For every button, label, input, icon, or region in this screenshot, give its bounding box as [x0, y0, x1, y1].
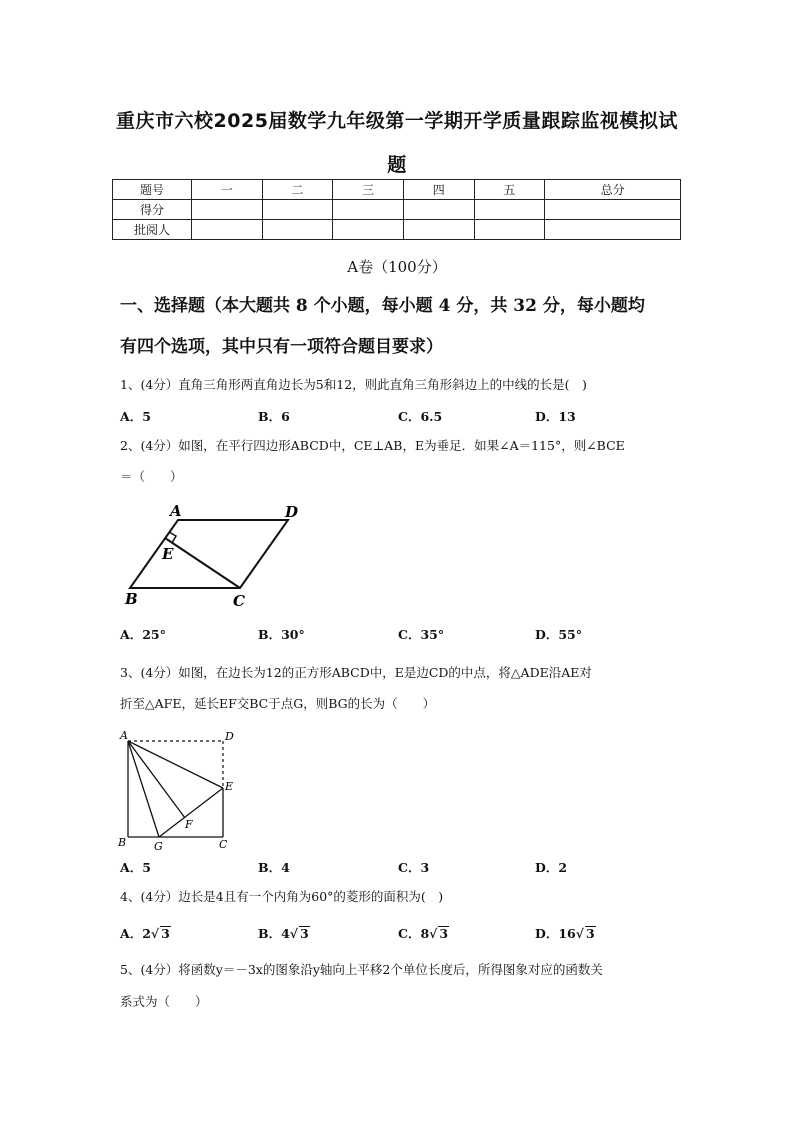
table-cell[interactable] — [545, 220, 681, 240]
q2-option-d[interactable]: D．55° — [535, 627, 582, 642]
label-a: A — [120, 729, 128, 742]
table-cell: 四 — [403, 180, 474, 200]
table-cell[interactable] — [403, 220, 474, 240]
q4-option-a[interactable] — [120, 924, 171, 942]
sqrt-icon: √ — [575, 926, 584, 941]
label-c: C — [219, 838, 228, 851]
table-cell: 五 — [474, 180, 545, 200]
q4-option-a-coef: A．2 — [120, 926, 151, 941]
segment-af — [128, 741, 185, 818]
table-cell: 一 — [192, 180, 263, 200]
exam-title-line1: 重庆市六校2025届数学九年级第一学期开学质量跟踪监视模拟试 — [116, 110, 678, 132]
q2-option-a[interactable]: A．25° — [120, 627, 166, 642]
question-3-text-line2: 折至△AFE，延长EF交BC于点G，则BG的长为（ ） — [120, 696, 436, 711]
label-a: A — [170, 502, 182, 520]
q1-option-d[interactable]: D．13 — [535, 409, 576, 424]
question-3-text-line1: 3、(4分）如图，在边长为12的正方形ABCD中，E是边CD的中点，将△ADE沿AE对 — [120, 665, 592, 680]
table-cell[interactable] — [262, 200, 333, 220]
q4-option-b[interactable] — [258, 924, 310, 942]
question-4-text: 4、(4分）边长是4且有一个内角为60°的菱形的面积为( ) — [120, 889, 444, 904]
q3-option-a[interactable]: A．5 — [120, 860, 151, 875]
q2-option-c[interactable]: C．35° — [398, 627, 445, 642]
table-cell[interactable] — [262, 220, 333, 240]
label-e: E — [162, 545, 174, 563]
table-cell[interactable] — [333, 200, 404, 220]
q2-option-b[interactable]: B．30° — [258, 627, 305, 642]
sqrt-icon: √ — [150, 926, 160, 941]
q4-option-d[interactable] — [535, 924, 596, 942]
table-cell[interactable] — [474, 220, 545, 240]
q4-option-d-coef: D．16 — [535, 926, 576, 941]
label-b: B — [125, 590, 138, 608]
table-cell[interactable] — [333, 220, 404, 240]
q1-option-c[interactable]: C．6.5 — [398, 409, 443, 424]
table-cell[interactable] — [474, 200, 545, 220]
label-f: F — [185, 818, 193, 831]
question-2-text-line1: 2、(4分）如图，在平行四边形ABCD中，CE⊥AB，E为垂足．如果∠A＝115°，则∠BCE — [120, 438, 625, 453]
label-d: D — [225, 730, 234, 743]
q3-option-d[interactable]: D．2 — [535, 860, 568, 875]
q3-option-b[interactable]: B．4 — [258, 860, 290, 875]
segment-ag — [128, 741, 159, 837]
segment-ae — [128, 741, 223, 788]
sqrt-icon: √ — [429, 926, 438, 941]
table-cell: 批阅人 — [113, 220, 192, 240]
table-cell: 题号 — [113, 180, 192, 200]
q4-option-c-coef: C．8 — [398, 926, 430, 941]
part1-heading-line2: 有四个选项，其中只有一项符合题目要求） — [120, 337, 443, 357]
label-b: B — [118, 836, 127, 849]
label-d: D — [285, 503, 299, 521]
label-c: C — [233, 592, 245, 610]
square-fold-figure — [115, 726, 245, 854]
table-cell[interactable] — [545, 200, 681, 220]
parallelogram-figure — [115, 500, 315, 615]
table-cell: 总分 — [545, 180, 681, 200]
table-cell[interactable] — [192, 220, 263, 240]
q1-option-a[interactable]: A．5 — [120, 409, 151, 424]
table-cell: 三 — [333, 180, 404, 200]
q1-option-b[interactable]: B．6 — [258, 409, 290, 424]
label-e: E — [225, 780, 234, 793]
question-2-text-line2: ＝（ ） — [120, 469, 183, 484]
label-g: G — [154, 840, 163, 853]
q4-option-a-radicand: 3 — [161, 926, 170, 941]
score-table-row — [113, 200, 681, 220]
q4-option-d-radicand: 3 — [585, 926, 595, 941]
q4-option-b-radicand: 3 — [299, 926, 309, 941]
q4-option-c[interactable] — [398, 924, 449, 942]
table-cell[interactable] — [403, 200, 474, 220]
part1-heading-line1: 一、选择题（本大题共 8 个小题，每小题 4 分，共 32 分，每小题均 — [120, 296, 645, 316]
parallelogram-abcd — [130, 520, 288, 588]
q4-option-c-radicand: 3 — [439, 926, 449, 941]
score-table-header-row — [113, 180, 681, 200]
exam-title-line2: 题 — [387, 154, 407, 176]
score-table — [112, 179, 681, 240]
table-cell: 得分 — [113, 200, 192, 220]
sqrt-icon: √ — [289, 926, 298, 941]
table-cell: 二 — [262, 180, 333, 200]
question-5-text-line2: 系式为（ ） — [120, 994, 208, 1009]
segment-ce — [165, 538, 240, 588]
q4-option-b-coef: B．4 — [258, 926, 290, 941]
section-a-title: A卷（100分） — [347, 258, 447, 276]
question-5-text-line1: 5、(4分）将函数y＝－3x的图象沿y轴向上平移2个单位长度后，所得图象对应的函数关 — [120, 962, 603, 977]
score-table-row — [113, 220, 681, 240]
table-cell[interactable] — [192, 200, 263, 220]
q3-option-c[interactable]: C．3 — [398, 860, 430, 875]
question-1-text: 1、(4分）直角三角形两直角边长为5和12，则此直角三角形斜边上的中线的长是( ) — [120, 377, 587, 392]
